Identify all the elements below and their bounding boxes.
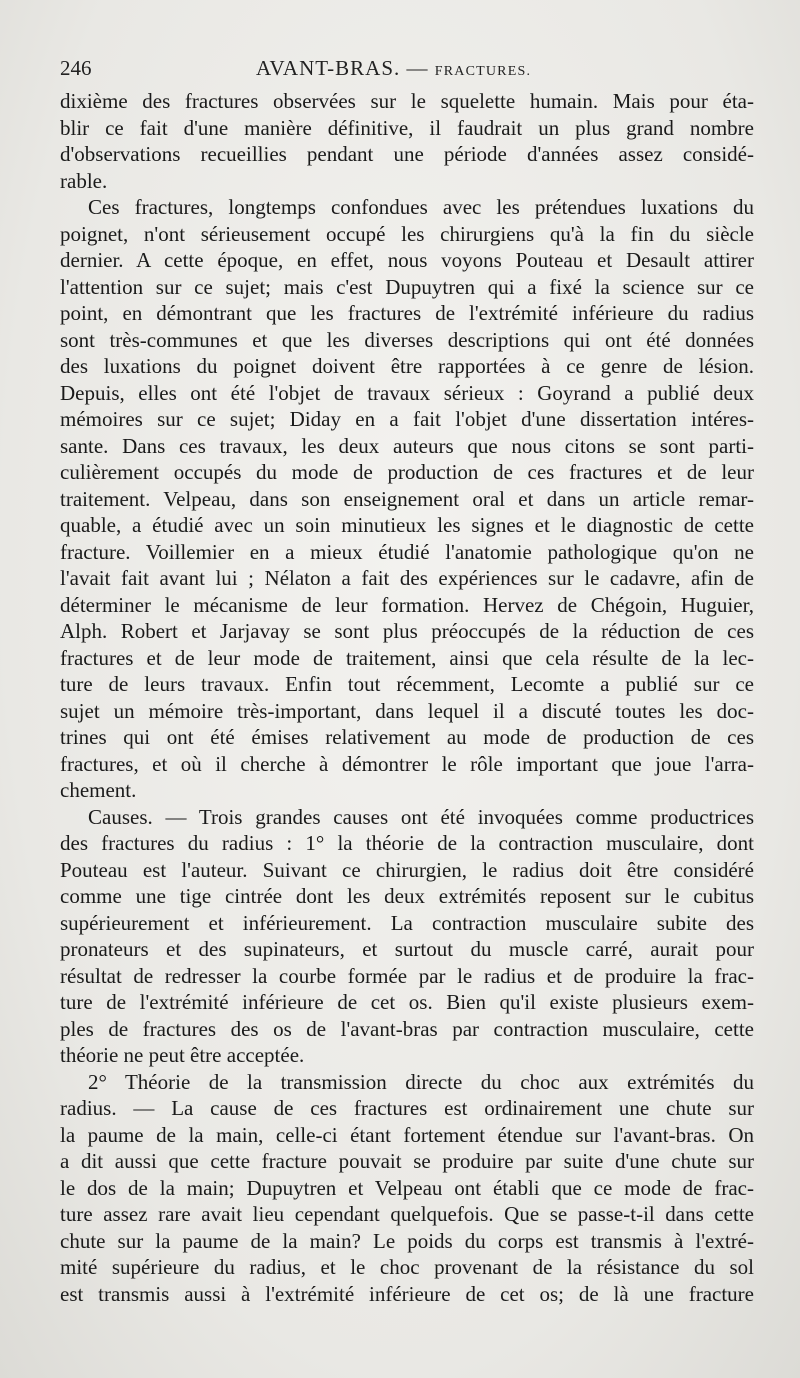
text-line: Alph. Robert et Jarjavay se sont plus préoccupés de la réduction de ces <box>60 619 754 643</box>
running-title-dash: — <box>400 56 435 80</box>
text-line: sont très-communes et que les diverses descriptions qui ont été données <box>60 327 754 352</box>
text-line: chement. <box>60 778 137 802</box>
text-line: Pouteau est l'auteur. Suivant ce chirurgien, le radius doit être considéré <box>60 857 754 882</box>
running-title-main: AVANT-BRAS. <box>256 56 401 80</box>
text-line: est transmis aussi à l'extrémité inférieure de cet os; de là une fracture <box>60 1281 754 1306</box>
text-line: rable. <box>60 168 108 193</box>
text-line: Causes. — Trois grandes causes ont été invoquées comme productrices <box>88 804 754 829</box>
text-line: fractures et de leur mode de traitement, ainsi que cela résulte de la lec- <box>60 645 754 670</box>
text-line: sujet un mémoire très-important, dans lequel il a discuté toutes les doc- <box>60 698 754 723</box>
text-line: déterminer le mécanisme de leur formation. Hervez de Chégoin, Huguier, <box>60 592 754 617</box>
text-line: la paume de la main, celle-ci étant fortement étendue sur l'avant-bras. On <box>60 1122 754 1147</box>
body-text <box>60 88 754 1307</box>
text-line: ture assez rare avait lieu cependant quelquefois. Que se passe-t-il dans cette <box>60 1202 754 1226</box>
text-line: trines qui ont été émises relativement au mode de production de ces <box>60 725 754 749</box>
text-line: l'avait fait avant lui ; Nélaton a fait des expériences sur le cadavre, afin de <box>60 566 754 590</box>
text-line: Depuis, elles ont été l'objet de travaux sérieux : Goyrand a publié deux <box>60 380 754 405</box>
running-title-sub: FRACTURES. <box>434 64 532 79</box>
text-line: des luxations du poignet doivent être rapportées à ce genre de lésion. <box>60 354 754 378</box>
text-line: mémoires sur ce sujet; Diday en a fait l'objet d'une dissertation intéres- <box>60 407 754 431</box>
text-line: a dit aussi que cette fracture pouvait se produire par suite d'une chute sur <box>60 1149 754 1173</box>
text-line: ture de l'extrémité inférieure de cet os. Bien qu'il existe plusieurs exem- <box>60 990 754 1014</box>
text-line: des fractures du radius : 1° la théorie de la contraction musculaire, dont <box>60 831 754 855</box>
text-line: ture de leurs travaux. Enfin tout récemment, Lecomte a publié sur ce <box>60 672 754 696</box>
text-line: quable, a étudié avec un soin minutieux les signes et le diagnostic de cette <box>60 513 754 537</box>
text-line: sante. Dans ces travaux, les deux auteurs que nous citons se sont parti- <box>60 433 754 458</box>
text-line: d'observations recueillies pendant une période d'années assez considé- <box>60 142 754 166</box>
page-number: 246 <box>60 56 92 80</box>
text-line: point, en démontrant que les fractures de l'extrémité inférieure du radius <box>60 301 754 325</box>
text-line: fractures, et où il cherche à démontrer le rôle important que joue l'arra- <box>60 751 754 776</box>
text-line: pronateurs et des supinateurs, et surtout du muscle carré, aurait pour <box>60 937 754 961</box>
text-line: culièrement occupés du mode de production de ces fractures et de leur <box>60 460 754 484</box>
text-line: ples de fractures des os de l'avant-bras par contraction musculaire, cette <box>60 1016 754 1041</box>
text-line: 2° Théorie de la transmission directe du choc aux extrémités du <box>88 1069 754 1094</box>
text-line: radius. — La cause de ces fractures est ordinairement une chute sur <box>60 1096 754 1120</box>
running-title <box>256 56 531 81</box>
text-line: dixième des fractures observées sur le squelette humain. Mais pour éta- <box>60 89 754 113</box>
text-line: théorie ne peut être acceptée. <box>60 1043 305 1067</box>
text-line: blir ce fait d'une manière définitive, il faudrait un plus grand nombre <box>60 115 754 140</box>
page-header <box>60 56 754 86</box>
text-line: mité supérieure du radius, et le choc provenant de la résistance du sol <box>60 1255 754 1279</box>
text-line: Ces fractures, longtemps confondues avec les prétendues luxations du <box>88 195 754 219</box>
text-line: résultat de redresser la courbe formée par le radius et de produire la frac- <box>60 963 754 988</box>
text-line: supérieurement et inférieurement. La contraction musculaire subite des <box>60 910 754 935</box>
text-line: poignet, n'ont sérieusement occupé les chirurgiens qu'à la fin du siècle <box>60 221 754 246</box>
text-line: chute sur la paume de la main? Le poids du corps est transmis à l'extré- <box>60 1228 754 1253</box>
text-line: le dos de la main; Dupuytren et Velpeau ont établi que ce mode de frac- <box>60 1175 754 1200</box>
text-line: l'attention sur ce sujet; mais c'est Dupuytren qui a fixé la science sur ce <box>60 274 754 299</box>
text-line: dernier. A cette époque, en effet, nous voyons Pouteau et Desault attirer <box>60 248 754 272</box>
text-line: traitement. Velpeau, dans son enseignement oral et dans un article remar- <box>60 486 754 511</box>
text-line: comme une tige cintrée dont les deux extrémités reposent sur le cubitus <box>60 884 754 908</box>
text-line: fracture. Voillemier en a mieux étudié l'anatomie pathologique qu'on ne <box>60 539 754 564</box>
